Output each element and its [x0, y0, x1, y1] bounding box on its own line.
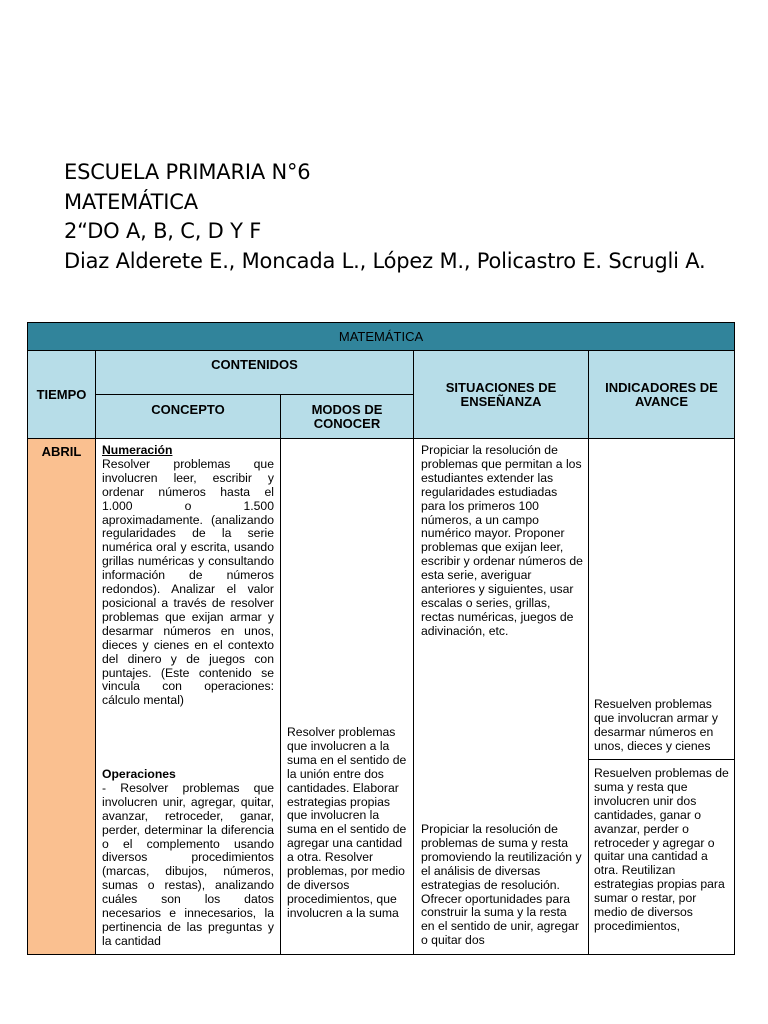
header-contenidos: CONTENIDOS: [96, 351, 414, 395]
header-modos: MODOS DE CONOCER: [281, 395, 414, 439]
modos-cell: [281, 439, 414, 955]
header-tiempo: TIEMPO: [28, 351, 96, 439]
numeracion-text: Resolver problemas que involucren leer, escribir y ordenar números hasta el 1.000 o 1.500 aproximadamente. (analizando regularidades de la serie numérica oral y escrita, usando grillas numéricas y consultando información de números redondos). Analizar el valor posicional a través de resolver problemas que exijan armar y desarmar números en unos, dieces y cienes en el contexto del dinero y de juegos con puntajes. (Este contenido se vincula con operaciones: cálculo mental): [102, 456, 274, 708]
header-indicadores: INDICADORES DE AVANCE: [589, 351, 735, 439]
document-header: [64, 158, 724, 276]
header-situaciones: SITUACIONES DE ENSEÑANZA: [414, 351, 589, 439]
situaciones-text-2: Propiciar la resolución de problemas de suma y resta promoviendo la reutilización y el análisis de diversas estrategias de resolución. Ofrecer oportunidades para construir la suma y la resta en el sentido de unir, agregar o quitar dos: [421, 822, 582, 948]
situaciones-text-1: Propiciar la resolución de problemas que permitan a los estudiantes extender las regularidades estudiadas para los primeros 100 números, a un campo numérico mayor. Proponer problemas que exijan leer, escribir y ordenar números de esta serie, averiguar anteriores y siguientes, usar escalas o series, grillas, rectas numéricas, juegos de adivinación, etc.: [421, 443, 583, 638]
operaciones-title: Operaciones: [102, 767, 176, 781]
school-name: ESCUELA PRIMARIA N°6: [64, 160, 311, 184]
numeracion-title: Numeración: [102, 443, 173, 457]
indicadores-divider: [589, 759, 734, 760]
operaciones-text: - Resolver problemas que involucren unir, agregar, quitar, avanzar, retroceder, ganar, perder, determinar la diferencia o el complemento usando diversos procedimientos (marcas, dibujos, números, sumas o restas), analizando cuáles son los datos necesarios e innecesarios, la pertinencia de las preguntas y la cantidad: [102, 780, 274, 948]
authors-line: Diaz Alderete E., Moncada L., López M., Policastro E. Scrugli A.: [64, 248, 706, 273]
indicadores-cell: [589, 439, 735, 955]
planning-table: [27, 322, 735, 955]
indicadores-text-2: Resuelven problemas de suma y resta que involucren unir dos cantidades, ganar o avanzar, perder o retroceder y agregar o quitar una cantidad a otra. Reutilizan estrategias propias para sumar o restar, por medio de diversos procedimientos,: [594, 766, 729, 933]
concepto-cell: [96, 439, 281, 955]
situaciones-cell: [414, 439, 589, 955]
header-concepto: CONCEPTO: [96, 395, 281, 439]
indicadores-text-1: Resuelven problemas que involucran armar y desarmar números en unos, dieces y cienes: [594, 697, 718, 753]
table-title: MATEMÁTICA: [28, 323, 735, 351]
month-cell: ABRIL: [28, 439, 96, 955]
subject-name: MATEMÁTICA: [64, 189, 198, 214]
modos-text: Resolver problemas que involucren a la suma en el sentido de la unión entre dos cantidades. Elaborar estrategias propias que involucren la suma en el sentido de agregar una cantidad a otra. Resolver problemas, por medio de diversos procedimientos, que involucren a la suma: [287, 725, 407, 920]
grades-line: 2“DO A, B, C, D Y F: [64, 219, 262, 243]
